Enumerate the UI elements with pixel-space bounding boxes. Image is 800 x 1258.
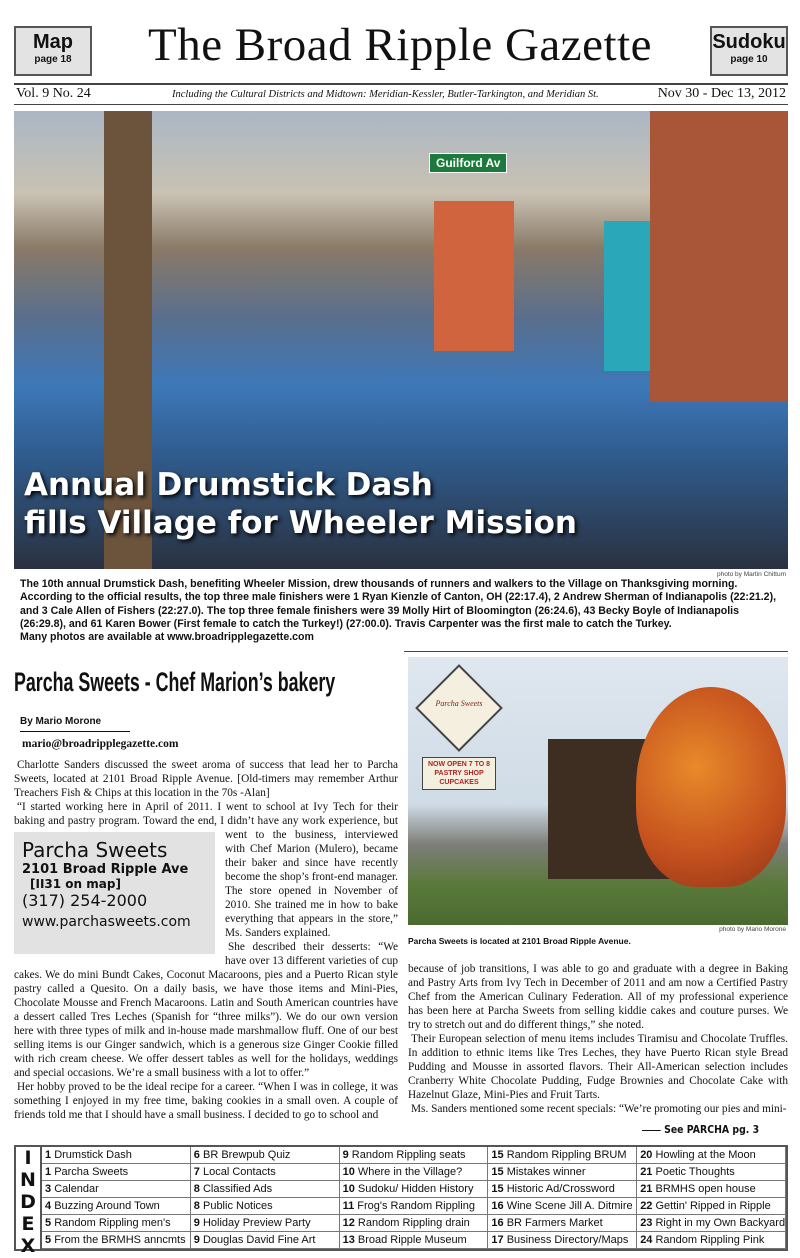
map-label: Map xyxy=(33,31,73,53)
index-entry[interactable] xyxy=(42,1215,191,1232)
index-entry[interactable] xyxy=(488,1181,637,1198)
index-page-number: 6 xyxy=(193,1149,203,1161)
autumn-tree xyxy=(636,687,786,887)
index-page-number: 23 xyxy=(640,1217,656,1229)
index-entry-title: Frog's Random Rippling xyxy=(357,1200,475,1212)
business-name: Parcha Sweets xyxy=(22,838,168,862)
headline-line-1: Annual Drumstick Dash xyxy=(24,467,433,503)
index-entry[interactable] xyxy=(637,1147,786,1164)
index-entry[interactable] xyxy=(488,1215,637,1232)
parcha-sweets-photo xyxy=(408,657,788,925)
index-entry-title: Parcha Sweets xyxy=(54,1166,129,1178)
index-entry[interactable] xyxy=(340,1164,489,1181)
index-page-number: 9 xyxy=(342,1149,352,1161)
index-entry[interactable] xyxy=(637,1232,786,1249)
photo-caption: Parcha Sweets is located at 2101 Broad Ripple Avenue. xyxy=(408,936,631,946)
index-entry-title: Gettin' Ripped in Ripple xyxy=(655,1200,771,1212)
index-entry[interactable] xyxy=(488,1164,637,1181)
sudoku-page-box[interactable] xyxy=(710,26,788,76)
dash-rule xyxy=(642,1130,661,1131)
index-letter: D xyxy=(20,1191,36,1213)
newspaper-title: The Broad Ripple Gazette xyxy=(147,19,652,71)
index-entry-title: Right in my Own Backyard xyxy=(655,1217,786,1229)
author-email[interactable]: mario@broadripplegazette.com xyxy=(22,738,179,750)
continued-link[interactable] xyxy=(642,1123,759,1136)
index-page-number: 13 xyxy=(342,1234,358,1246)
article-body-left xyxy=(14,758,398,1122)
map-page-box[interactable] xyxy=(14,26,92,76)
article-title: Parcha Sweets - Chef Marion’s bakery xyxy=(14,667,336,697)
index-page-number: 12 xyxy=(342,1217,358,1229)
index-entry[interactable] xyxy=(488,1232,637,1249)
index-entry-title: Random Rippling BRUM xyxy=(506,1149,627,1161)
index-entry[interactable] xyxy=(637,1164,786,1181)
index-entry[interactable] xyxy=(340,1147,489,1164)
index-entry[interactable] xyxy=(191,1198,340,1215)
index-entry-title: Douglas David Fine Art xyxy=(202,1234,316,1246)
index-entry[interactable] xyxy=(42,1147,191,1164)
index-label xyxy=(16,1147,42,1257)
index-entry[interactable] xyxy=(42,1181,191,1198)
index-entry-title: Public Notices xyxy=(202,1200,273,1212)
sudoku-label: Sudoku xyxy=(712,31,786,53)
index-page-number: 3 xyxy=(45,1183,55,1195)
index-page-number: 8 xyxy=(193,1200,203,1212)
index-page-number: 15 xyxy=(491,1149,507,1161)
index-entry-title: Drumstick Dash xyxy=(54,1149,132,1161)
index-grid xyxy=(42,1147,786,1249)
index-entry-title: From the BRMHS anncmts xyxy=(54,1234,186,1246)
index-entry[interactable] xyxy=(42,1198,191,1215)
index-entry-title: Poetic Thoughts xyxy=(655,1166,735,1178)
paragraph-part: to the business, interviewed with Chef Marion (Mulero), became their baker and since have recently become the shop’s front-end manager. The store opened in November of 2010. She trained me in how to bake everything that appears in the store,” Ms. Sanders explained. xyxy=(225,829,398,939)
map-reference: [II31 on map] xyxy=(30,877,121,891)
index-entry[interactable] xyxy=(637,1215,786,1232)
index-entry-title: BR Brewpub Quiz xyxy=(202,1149,291,1161)
index-entry-title: Buzzing Around Town xyxy=(54,1200,160,1212)
index-entry-title: BR Farmers Market xyxy=(506,1217,603,1229)
index-entry-title: Holiday Preview Party xyxy=(202,1217,311,1229)
index-page-number: 1 xyxy=(45,1149,55,1161)
index-entry[interactable] xyxy=(191,1181,340,1198)
index-entry[interactable] xyxy=(191,1164,340,1181)
index-letter: I xyxy=(24,1147,32,1169)
tagline: Including the Cultural Districts and Midtown: Meridian-Kessler, Butler-Tarkington, and Meridian St. xyxy=(172,89,599,100)
index-entry-title: Random Rippling drain xyxy=(357,1217,470,1229)
caption-link[interactable]: Many photos are available at www.broadripplegazette.com xyxy=(20,631,314,644)
index-entry[interactable] xyxy=(340,1232,489,1249)
article-body-right xyxy=(408,962,788,1116)
paragraph: Her hobby proved to be the ideal recipe for a career. “When I was in college, it was something I enjoyed in my free time, baking cookies in a small oven. A couple of friends told me that I should have a small business. I decided to go to school and xyxy=(14,1081,398,1121)
index-page-number: 7 xyxy=(193,1166,203,1178)
index-letter: N xyxy=(20,1169,36,1191)
index-letter: X xyxy=(20,1235,36,1257)
caption-text: The 10th annual Drumstick Dash, benefiting Wheeler Mission, drew thousands of runners and walkers to the Village on Thanksgiving morning. According to the official results, the top three male finishers were 1 Ryan Kienzle of Canton, OH (22:17.4), 2 Andrew Sherman of Indianapolis (22:21.2), and 3 Cale Allen of Fishers (22:27.0). The top three female finishers were 39 Molly Hirt of Bloomington (26:24.6), 43 Becky Boyle of Indianapolis (26:29.8), and 61 Karen Bower (First female to catch the Turkey!) (27:00.0). Travis Carpenter was the first male to catch the Turkey. xyxy=(20,578,777,630)
photo-credit: photo by Mario Morone xyxy=(719,926,786,933)
business-address: 2101 Broad Ripple Ave xyxy=(22,862,189,877)
index-page-number: 4 xyxy=(45,1200,55,1212)
paragraph: because of job transitions, I was able to go and graduate with a degree in Baking and Pastry Arts from Ivy Tech in December of 2011 and am now a Certified Pastry Chef from the American Culinary Federation. All of my professional experience has been here at Parcha Sweets from selling kiddie cakes and couture purses. We try to stretch out and do different things,” she noted. xyxy=(408,963,788,1031)
lead-headline xyxy=(24,466,577,542)
index-entry-title: Random Rippling seats xyxy=(351,1149,466,1161)
index-page-number: 20 xyxy=(640,1149,656,1161)
photo-credit: photo by Martin Chittum xyxy=(716,571,786,578)
index-page-number: 16 xyxy=(491,1200,507,1212)
index-page-number: 22 xyxy=(640,1200,656,1212)
index-page-number: 9 xyxy=(193,1234,203,1246)
paragraph: Ms. Sanders mentioned some recent specials: “We’re promoting our pies and mini- xyxy=(411,1103,787,1115)
paragraph-part: She described their desserts: “We have over 13 different varieties of xyxy=(225,941,398,967)
index-page-number: 15 xyxy=(491,1183,507,1195)
continued-text: See PARCHA pg. 3 xyxy=(664,1123,760,1136)
index-entry-title: BRMHS open house xyxy=(655,1183,756,1195)
index-page-number: 11 xyxy=(342,1200,358,1212)
index-page-number: 17 xyxy=(491,1234,507,1246)
drumstick-dash-photo xyxy=(14,111,788,569)
index-entry-title: Random Rippling men's xyxy=(54,1217,171,1229)
index-entry[interactable] xyxy=(340,1215,489,1232)
index-entry[interactable] xyxy=(340,1198,489,1215)
headline-line-2: fills Village for Wheeler Mission xyxy=(24,505,578,541)
index-page-number: 16 xyxy=(491,1217,507,1229)
index-page-number: 5 xyxy=(45,1234,55,1246)
lead-caption xyxy=(20,578,786,644)
sudoku-page: page 10 xyxy=(730,54,768,65)
index-entry-title: Broad Ripple Museum xyxy=(357,1234,467,1246)
index-page-number: 1 xyxy=(45,1166,55,1178)
index-letter: E xyxy=(21,1213,35,1235)
paragraph-part: cup cakes. We do mini Bundt Cakes, Coconut Macaroons, pies and a Puerto Rican style pastry called a Quesito. On a daily basis, we have those items and Mini-Pies, Chocolate Mousse and French Macaroons. Latin and South American countries have a dessert called Tres Leches (Spanish for “three milks”). We do our own version here with three types of milk and in-house made marshmallow fluff. One of our best selling items is our Ginger sandwich, which is a generous size Ginger Cookie filled with rich cream cheese. We offer dessert tables as well for the holidays, weddings and special occasions. We’re a small business with a lot to offer.” xyxy=(14,955,398,1079)
index-entry-title: Howling at the Moon xyxy=(655,1149,756,1161)
index-entry[interactable] xyxy=(42,1232,191,1249)
storefront xyxy=(434,201,514,351)
index-entry-title: Classified Ads xyxy=(202,1183,273,1195)
marquee-sign: NOW OPEN 7 TO 8 PASTRY SHOP CUPCAKES xyxy=(422,757,496,790)
street-sign: Guilford Av xyxy=(429,153,507,173)
business-info-box xyxy=(14,832,215,954)
paragraph xyxy=(14,940,398,1080)
paragraph-part: “I started working here in April of 2011. I went to school at Ivy Tech for their baking and pastry program. Toward the end, I didn’t have any work experience, but went xyxy=(14,801,398,841)
paragraph: Their European selection of menu items includes Tiramisu and Chocolate Truffles. In addition to ethnic items like Tres Leches, they have Puerto Rican style Bread Pudding and Mousse in assorted flavors. Their All-American selection includes Cranberry White Chocolate Pudding, Fudge Brownies and Chocolate Cake with Hazelnut Glaze, Mini-Pies and Fruit Tarts. xyxy=(408,1033,788,1101)
index-page-number: 10 xyxy=(342,1166,358,1178)
index-entry[interactable] xyxy=(191,1215,340,1232)
index-entry[interactable] xyxy=(488,1147,637,1164)
index-entry[interactable] xyxy=(637,1181,786,1198)
store-sign xyxy=(415,664,503,752)
map-page: page 18 xyxy=(34,54,72,65)
index-entry[interactable] xyxy=(191,1147,340,1164)
volume-number: Vol. 9 No. 24 xyxy=(16,86,91,101)
index-page-number: 15 xyxy=(491,1166,507,1178)
divider xyxy=(404,651,788,652)
divider xyxy=(14,104,788,105)
divider xyxy=(14,83,788,85)
index-entry-title: Wine Scene Jill A. Ditmire xyxy=(506,1200,633,1212)
index-entry[interactable] xyxy=(488,1198,637,1215)
index-entry-title: Sudoku/ Hidden History xyxy=(357,1183,474,1195)
index-page-number: 9 xyxy=(193,1217,203,1229)
issue-dates: Nov 30 - Dec 13, 2012 xyxy=(657,86,786,101)
store-sign-text: Parcha Sweets xyxy=(435,699,483,708)
index-entry-title: Historic Ad/Crossword xyxy=(506,1183,615,1195)
index-entry[interactable] xyxy=(637,1198,786,1215)
byline: By Mario Morone xyxy=(20,716,130,732)
brick-building xyxy=(650,111,788,401)
index-entry-title: Random Rippling Pink xyxy=(655,1234,765,1246)
paragraph: Charlotte Sanders discussed the sweet aroma of success that lead her to Parcha Sweets, located at 2101 Broad Ripple Avenue. [Old-timers may remember Arthur Treachers Fish & Chips at this location in the 70s -Alan] xyxy=(14,759,398,799)
index-entry[interactable] xyxy=(340,1181,489,1198)
paragraph xyxy=(14,800,398,940)
storefront xyxy=(604,221,650,371)
index-entry-title: Calendar xyxy=(54,1183,99,1195)
index-page-number: 10 xyxy=(342,1183,358,1195)
index-page-number: 8 xyxy=(193,1183,203,1195)
index-table xyxy=(14,1145,788,1257)
index-entry-title: Local Contacts xyxy=(202,1166,276,1178)
index-page-number: 5 xyxy=(45,1217,55,1229)
index-page-number: 21 xyxy=(640,1166,656,1178)
index-page-number: 24 xyxy=(640,1234,656,1246)
index-entry-title: Mistakes winner xyxy=(506,1166,586,1178)
index-entry-title: Business Directory/Maps xyxy=(506,1234,629,1246)
business-website[interactable]: www.parchasweets.com xyxy=(22,914,191,930)
index-page-number: 21 xyxy=(640,1183,656,1195)
index-entry-title: Where in the Village? xyxy=(357,1166,463,1178)
index-entry[interactable] xyxy=(42,1164,191,1181)
business-phone: (317) 254-2000 xyxy=(22,891,148,910)
index-entry[interactable] xyxy=(191,1232,340,1249)
